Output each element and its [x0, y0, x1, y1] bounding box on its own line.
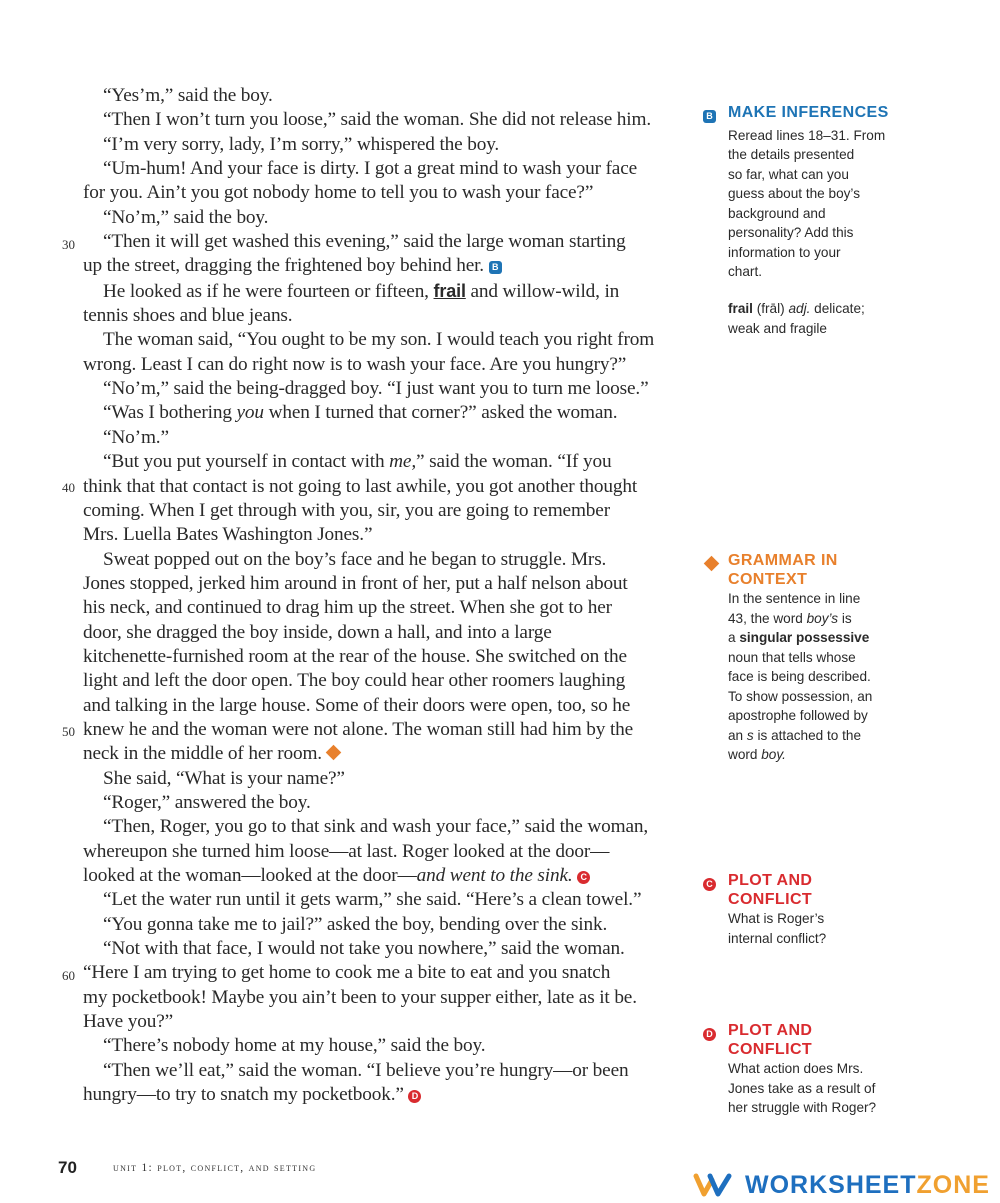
story-line: coming. When I get through with you, sir, you are going to remember — [83, 499, 610, 521]
story-line: “Roger,” answered the boy. — [103, 791, 311, 813]
story-line: tennis shoes and blue jeans. — [83, 305, 293, 327]
sidebar-line: face is being described. — [728, 669, 871, 684]
note-d-icon: D — [703, 1028, 716, 1041]
sidebar-line: What is Roger’s — [728, 911, 825, 926]
vocab-line — [728, 299, 903, 319]
grammar-diamond-marker[interactable] — [326, 745, 342, 761]
story-italic: you — [236, 402, 264, 424]
story-line: She said, “What is your name?” — [103, 767, 345, 789]
sidebar-line: Jones take as a result of — [728, 1080, 876, 1096]
story-line — [83, 279, 681, 304]
story-line: wrong. Least I can do right now is to wash your face. Are you hungry?” — [83, 353, 627, 375]
story-line: whereupon she turned him loose—at last. Roger looked at the door— — [83, 840, 610, 862]
sidebar-line: In the sentence in line — [728, 591, 861, 606]
diamond-icon — [704, 556, 720, 572]
story-text — [83, 84, 681, 1107]
sidebar-plot-conflict-c — [703, 871, 903, 948]
story-line: “No’m.” — [103, 426, 169, 448]
sidebar-line: noun that tells whose — [728, 649, 856, 665]
story-line: “Not with that face, I would not take you nowhere,” said the woman. — [103, 938, 625, 960]
story-line: and talking in the large house. Some of their doors were open, too, so he — [83, 694, 631, 716]
story-line: “I’m very sorry, lady, I’m sorry,” whispered the boy. — [103, 133, 500, 155]
sidebar-line: chart. — [728, 264, 762, 279]
story-line: “There’s nobody home at my house,” said the boy. — [103, 1035, 486, 1057]
story-line: light and left the door open. The boy could hear other roomers laughing — [83, 670, 626, 692]
vocab-definition: delicate; — [814, 301, 865, 316]
story-line — [83, 254, 681, 278]
line-number-30: 30 — [62, 237, 75, 252]
worksheetzone-watermark — [693, 1168, 990, 1202]
sidebar-line: personality? Add this — [728, 225, 854, 240]
story-line — [83, 401, 681, 425]
story-line: “Then I won’t turn you loose,” said the woman. She did not release him. — [103, 109, 652, 131]
sidebar-line: Reread lines 18–31. From — [728, 127, 886, 143]
vocab-pos: adj. — [788, 301, 811, 316]
sidebar-line: apostrophe followed by — [728, 708, 868, 723]
line-number-50: 50 — [62, 724, 75, 739]
sidebar-line: To show possession, an — [728, 688, 873, 704]
sidebar-line: the details presented — [728, 147, 855, 162]
story-line: “Then it will get washed this evening,” said the large woman starting — [103, 231, 626, 253]
story-line — [83, 450, 681, 474]
note-b-marker[interactable]: B — [489, 261, 502, 274]
story-line: “You gonna take me to jail?” asked the boy, bending over the sink. — [103, 913, 608, 935]
note-b-icon: B — [703, 110, 716, 123]
story-line: my pocketbook! Maybe you ain’t been to your supper either, late as it be. — [83, 986, 637, 1008]
story-line — [83, 864, 681, 888]
sidebar-grammar — [703, 551, 903, 765]
plot-conflict-c-body — [703, 909, 903, 948]
sidebar-line: internal conflict? — [728, 930, 827, 946]
story-line: “Then we’ll eat,” said the woman. “I believe you’re hungry—or been — [103, 1059, 629, 1081]
story-line-text: and willow-wild, in — [470, 280, 620, 302]
story-line: “No’m,” said the boy. — [103, 206, 269, 228]
vocab-word-frail[interactable]: frail — [433, 280, 466, 301]
worksheetzone-logo-icon — [693, 1172, 733, 1198]
story-line: Sweat popped out on the boy’s face and he began to struggle. Mrs. — [103, 548, 607, 570]
story-line-text: looked at the woman—looked at the door— — [83, 865, 417, 886]
story-line-text: hungry—to try to snatch my pocketbook.” — [83, 1084, 404, 1106]
story-line: think that that contact is not going to last awhile, you got another thought — [83, 475, 638, 497]
line-number-40: 40 — [62, 480, 75, 495]
page-number: 70 — [58, 1158, 77, 1177]
running-footer: unit 1: plot, conflict, and setting — [113, 1162, 317, 1174]
story-line: door, she dragged the boy inside, down a hall, and into a large — [83, 621, 552, 643]
story-italic: me, — [389, 451, 417, 473]
sidebar-vocab-frail — [703, 299, 903, 338]
plot-conflict-d-title: PLOT AND CONFLICT — [728, 1022, 813, 1058]
plot-conflict-d-body — [703, 1059, 903, 1118]
story-line-text: ” said the woman. “If you — [416, 451, 612, 473]
story-line: “Then, Roger, you go to that sink and wash your face,” said the woman, — [103, 816, 649, 838]
story-line: “Let the water run until it gets warm,” she said. “Here’s a clean towel.” — [103, 889, 642, 911]
sidebar-line: so far, what can you — [728, 166, 849, 182]
story-line: “Yes’m,” said the boy. — [103, 85, 273, 106]
plot-conflict-c-title: PLOT AND CONFLICT — [728, 872, 813, 908]
note-c-icon: C — [703, 878, 716, 891]
sidebar-make-inferences — [703, 103, 903, 282]
sidebar-line: word boy. — [728, 747, 786, 762]
sidebar-line: What action does Mrs. — [728, 1061, 864, 1076]
story-line-text: “But you put yourself in contact with — [103, 451, 385, 473]
story-line: Jones stopped, jerked him around in front of her, put a half nelson about — [83, 572, 628, 594]
line-number-60: 60 — [62, 968, 75, 983]
story-line-text: neck in the middle of her room. — [83, 743, 322, 765]
story-line: “Um-hum! And your face is dirty. I got a great mind to wash your face — [103, 158, 638, 180]
sidebar-line: guess about the boy’s — [728, 186, 861, 201]
sidebar-line: a singular possessive — [728, 630, 870, 645]
grammar-body — [703, 589, 903, 765]
story-line-text: up the street, dragging the frightened boy behind her. — [83, 255, 484, 277]
story-line: his neck, and continued to drag him up the street. When she got to her — [83, 597, 612, 619]
grammar-title: GRAMMAR IN CONTEXT — [728, 552, 838, 588]
note-c-marker[interactable]: C — [577, 871, 590, 884]
sidebar-line: an s is attached to the — [728, 727, 862, 743]
make-inferences-title: MAKE INFERENCES — [728, 104, 889, 121]
vocab-term: frail — [728, 301, 753, 316]
make-inferences-body — [703, 126, 903, 282]
story-line-text: when I turned that corner?” asked the woman. — [268, 402, 618, 424]
vocab-definition-cont: weak and fragile — [728, 320, 827, 336]
story-line-text: “Was I bothering — [103, 402, 232, 424]
sidebar-line: background and — [728, 205, 826, 221]
story-line: Have you?” — [83, 1011, 174, 1033]
sidebar-line: her struggle with Roger? — [728, 1100, 877, 1115]
sidebar-line: information to your — [728, 244, 841, 260]
story-italic: and went to the sink. — [416, 865, 573, 886]
story-line: “Here I am trying to get home to cook me a bite to eat and you snatch — [83, 962, 611, 984]
story-line: “No’m,” said the being-dragged boy. “I just want you to turn me loose.” — [103, 378, 649, 400]
story-line: The woman said, “You ought to be my son. I would teach you right from — [103, 329, 655, 351]
story-line: for you. Ain’t you got nobody home to tell you to wash your face?” — [83, 182, 594, 204]
watermark-text-part1: WORKSHEET — [745, 1170, 917, 1199]
story-line: knew he and the woman were not alone. The woman still had him by the — [83, 718, 634, 740]
story-line: kitchenette-furnished room at the rear of the house. She switched on the — [83, 645, 627, 667]
story-line: Mrs. Luella Bates Washington Jones.” — [83, 524, 373, 546]
story-line — [83, 742, 681, 766]
sidebar-plot-conflict-d — [703, 1021, 903, 1118]
sidebar-line: 43, the word boy’s is — [728, 610, 852, 626]
story-line-text: He looked as if he were fourteen or fifteen, — [103, 280, 429, 302]
note-d-marker[interactable]: D — [408, 1090, 421, 1103]
watermark-text-part2: ZONE — [916, 1170, 990, 1199]
story-line — [83, 1083, 681, 1107]
vocab-pronunciation: (frāl) — [756, 301, 785, 316]
